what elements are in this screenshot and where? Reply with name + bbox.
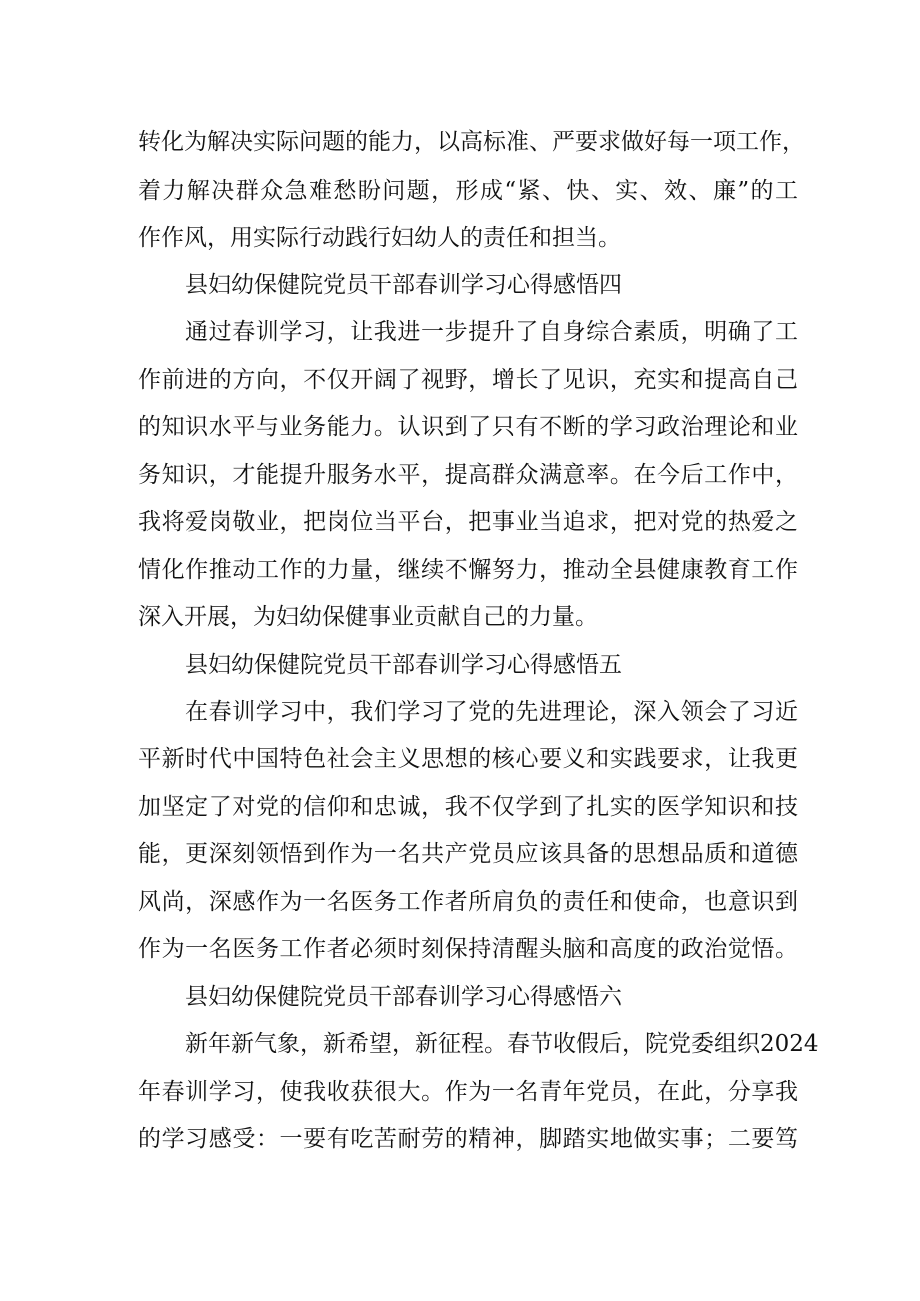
section-heading: 县妇幼保健院党员干部春训学习心得感悟四 [185, 272, 622, 298]
paragraph-line: 在春训学习中，我们学习了党的先进理论，深入领会了习近 [185, 699, 798, 725]
paragraph-line: 的学习感受：一要有吃苦耐劳的精神，脚踏实地做实事；二要笃 [138, 1126, 798, 1152]
paragraph-line: 转化为解决实际问题的能力，以高标准、严要求做好每一项工作， [138, 129, 805, 155]
paragraph-line: 风尚，深感作为一名医务工作者所肩负的责任和使命，也意识到 [138, 889, 798, 915]
paragraph-line: 作为一名医务工作者必须时刻保持清醒头脑和高度的政治觉悟。 [138, 936, 798, 962]
paragraph-line: 通过春训学习，让我进一步提升了自身综合素质，明确了工 [185, 319, 798, 345]
paragraph-line: 加坚定了对党的信仰和忠诚，我不仅学到了扎实的医学知识和技 [138, 794, 798, 820]
paragraph-line: 作作风，用实际行动践行妇幼人的责任和担当。 [138, 225, 621, 251]
paragraph-line: 着力解决群众急难愁盼问题，形成“紧、快、实、效、廉”的工 [138, 178, 798, 204]
paragraph-line: 深入开展，为妇幼保健事业贡献自己的力量。 [138, 604, 598, 630]
paragraph-line: 的知识水平与业务能力。认识到了只有不断的学习政治理论和业 [138, 414, 798, 440]
paragraph-line: 平新时代中国特色社会主义思想的核心要义和实践要求，让我更 [138, 746, 798, 772]
paragraph-line: 情化作推动工作的力量，继续不懈努力，推动全县健康教育工作 [138, 557, 798, 583]
paragraph-line: 新年新气象，新希望，新征程。春节收假后，院党委组织2024 [185, 1031, 819, 1057]
paragraph-line: 务知识，才能提升服务水平，提高群众满意率。在今后工作中， [138, 462, 798, 488]
paragraph-line: 作前进的方向，不仅开阔了视野，增长了见识，充实和提高自己 [138, 367, 798, 393]
paragraph-line: 年春训学习，使我收获很大。作为一名青年党员，在此，分享我 [138, 1079, 798, 1105]
paragraph-line: 我将爱岗敬业，把岗位当平台，把事业当追求，把对党的热爱之 [138, 509, 798, 535]
paragraph-line: 能，更深刻领悟到作为一名共产党员应该具备的思想品质和道德 [138, 841, 798, 867]
section-heading: 县妇幼保健院党员干部春训学习心得感悟六 [185, 984, 622, 1010]
section-heading: 县妇幼保健院党员干部春训学习心得感悟五 [185, 652, 622, 678]
